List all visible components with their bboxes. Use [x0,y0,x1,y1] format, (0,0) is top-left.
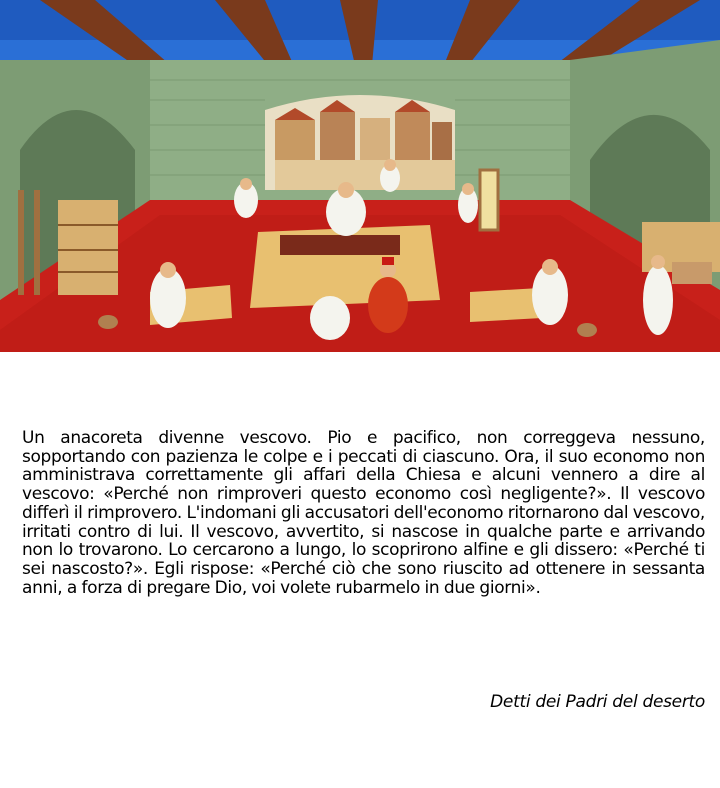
quote-text: Un anacoreta divenne vescovo. Pio e pacifico, non correggeva nessuno, sopportando con pazienza le colpe e i peccati di ciascuno. Ora, il suo economo non amministrava correttamente gli affari della Chiesa e alcuni vennero a dire al vescovo: «Perché non rimproveri questo economo così negligente?». Il vescovo differì il rimprovero. L'indomani gli accusatori dell'economo ritornarono dal vescovo, irritati contro di lui. Il vescovo, avvertito, si nascose in qualche parte e arrivando non lo trovarono. Lo cercarono a lungo, lo scoprirono alfine e gli dissero: «Perché ti sei nascosto?». Egli rispose: «Perché ciò che sono riuscito ad ottenere in sessanta anni, a forza di pregare Dio, voi volete rubarmelo in due giorni». [22,428,705,598]
quote-source: Detti dei Padri del deserto [490,692,705,712]
cover-painting [0,0,720,352]
